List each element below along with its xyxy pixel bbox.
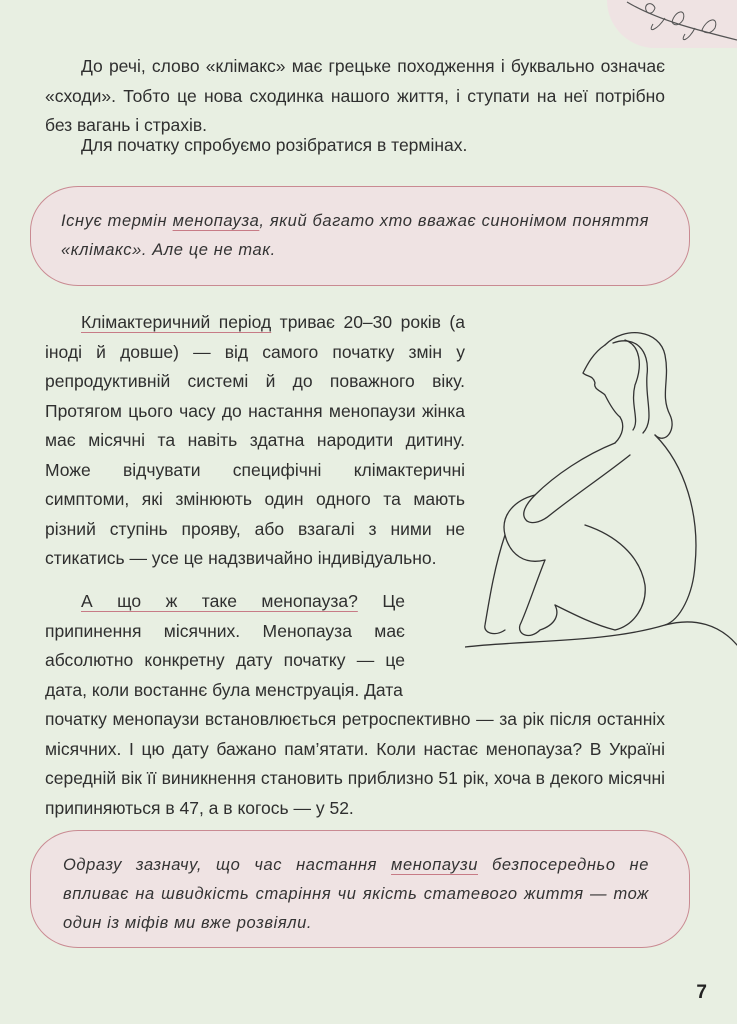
callout-myth: [30, 830, 690, 948]
page-number: 7: [696, 982, 707, 1003]
paragraph-climacteric: Клімактеричний період триває 20–30 років (а іноді й довше) — від самого початку змін у репродуктивній системі й до поважного віку. Протягом цього часу до настання менопаузи жінка має місячні та навіть здатна народити дитину. Може відчувати специфічні клімактеричні симптоми, які змінюють один одного та мають різний ступінь прояву, або взагалі з ними не стикатись — усе це надзвичайно індивідуально.: [45, 312, 465, 568]
term-menopause-question: А що ж таке менопауза?: [81, 591, 358, 611]
leaf-branch-icon: [617, 0, 737, 50]
term-climacteric-period: Клімактеричний період: [81, 312, 272, 332]
term-menopause-2: менопаузи: [391, 856, 478, 874]
callout-menopause-term: [30, 186, 690, 286]
paragraph-intro: До речі, слово «клімакс» має грецьке походження і буквально означає «сходи». Тобто це нова сходинка нашого життя, і ступати на неї потрібно без вагань і страхів.: [45, 56, 665, 135]
paragraph-terms: Для початку спробуємо розібратися в термінах.: [81, 135, 468, 155]
woman-illustration: [465, 325, 737, 655]
callout-text: Одразу зазначу, що час настання менопаузи безпосередньо не впливає на швидкість старіння чи якість статевого життя — тож один із міфів ми вже розвіяли.: [63, 856, 649, 932]
callout-text: Існує термін менопауза, який багато хто вважає синонімом поняття «клімакс». Але це не так.: [61, 212, 650, 259]
term-menopause: менопауза: [172, 212, 260, 230]
paragraph-menopause-question: А що ж таке менопауза? Це припинення місячних. Менопауза має абсолютно конкретну дату початку — це дата, коли востаннє була менструація. Дата: [45, 591, 405, 700]
paragraph-menopause-details: початку менопаузи встановлюється ретроспективно — за рік після останніх місячних. І цю дату бажано пам’ятати. Коли настає менопауза? В Україні середній вік її виникнення становить приблизно 51 рік, хоча в декого місячні припиняються в 47, а в когось — у 52.: [45, 709, 665, 818]
